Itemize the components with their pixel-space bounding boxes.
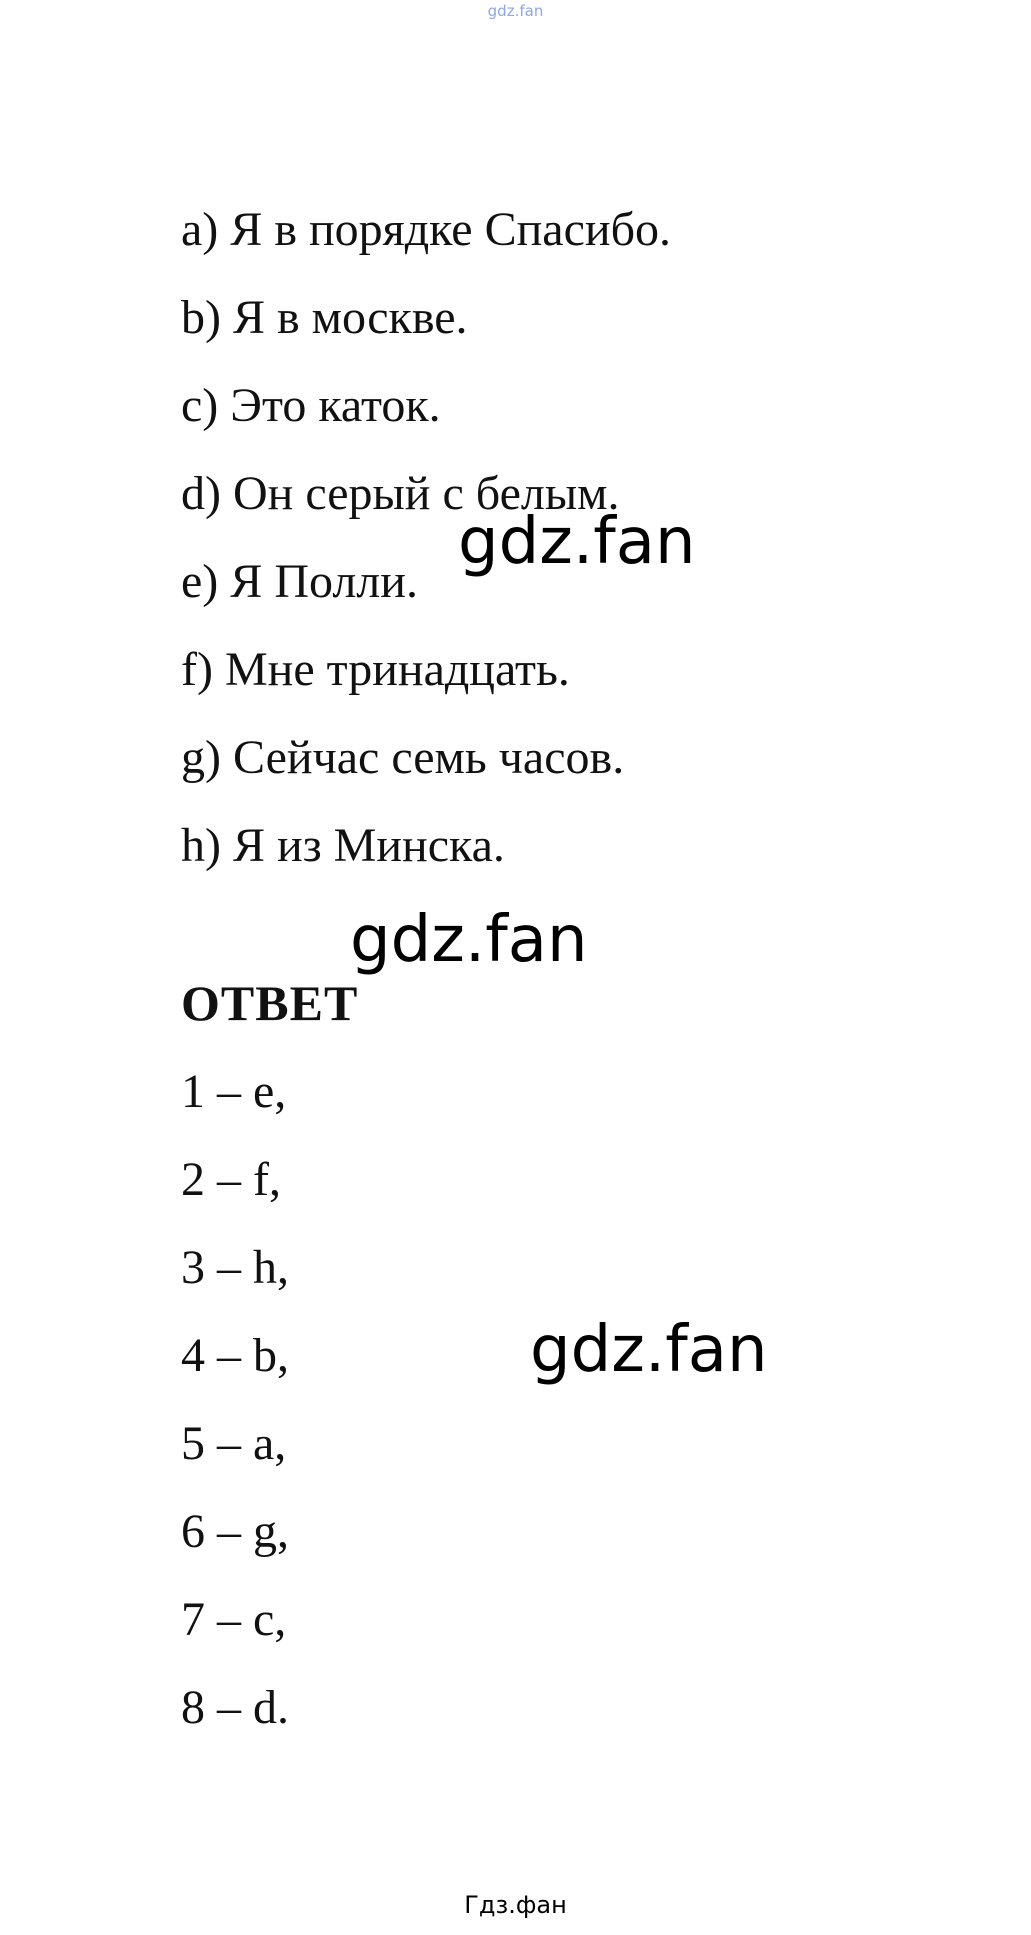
match-item: 3 – h,: [181, 1241, 289, 1294]
footer-site-mark: Гдз.фан: [464, 1891, 567, 1919]
option-letter: c): [181, 379, 219, 432]
option-text: Я Полли.: [230, 555, 418, 608]
answer-option-h: [181, 802, 671, 890]
watermark: gdz.fan: [530, 1313, 768, 1387]
solution-heading: ОТВЕТ: [181, 975, 359, 1031]
match-item: 8 – d.: [181, 1681, 289, 1734]
option-letter: e): [181, 555, 219, 608]
option-text: Я из Минска.: [232, 819, 505, 872]
match-item: 7 – c,: [181, 1593, 287, 1646]
option-letter: h): [181, 819, 221, 872]
watermark: gdz.fan: [350, 903, 588, 977]
match-item: 1 – e,: [181, 1065, 287, 1118]
option-text: Я в порядке Спасибо.: [230, 203, 672, 256]
answer-option-a: [181, 186, 671, 274]
option-letter: b): [181, 291, 221, 344]
match-item: 4 – b,: [181, 1329, 289, 1382]
option-text: Сейчас семь часов.: [232, 731, 625, 784]
option-text: Это каток.: [230, 379, 441, 432]
answer-option-f: [181, 626, 671, 714]
header-site-mark: gdz.fan: [487, 2, 544, 20]
option-letter: d): [181, 467, 221, 520]
option-letter: f): [181, 643, 213, 696]
option-text: Мне тринадцать.: [224, 643, 570, 696]
answer-option-c: [181, 362, 671, 450]
option-letter: g): [181, 731, 221, 784]
solution-matches-list: [181, 1048, 289, 1752]
option-letter: a): [181, 203, 219, 256]
answer-option-b: [181, 274, 671, 362]
match-item: 6 – g,: [181, 1505, 289, 1558]
option-text: Он серый с белым.: [232, 467, 620, 520]
option-text: Я в москве.: [232, 291, 468, 344]
answer-option-g: [181, 714, 671, 802]
match-item: 5 – a,: [181, 1417, 287, 1470]
watermark: gdz.fan: [458, 505, 696, 579]
match-item: 2 – f,: [181, 1153, 281, 1206]
